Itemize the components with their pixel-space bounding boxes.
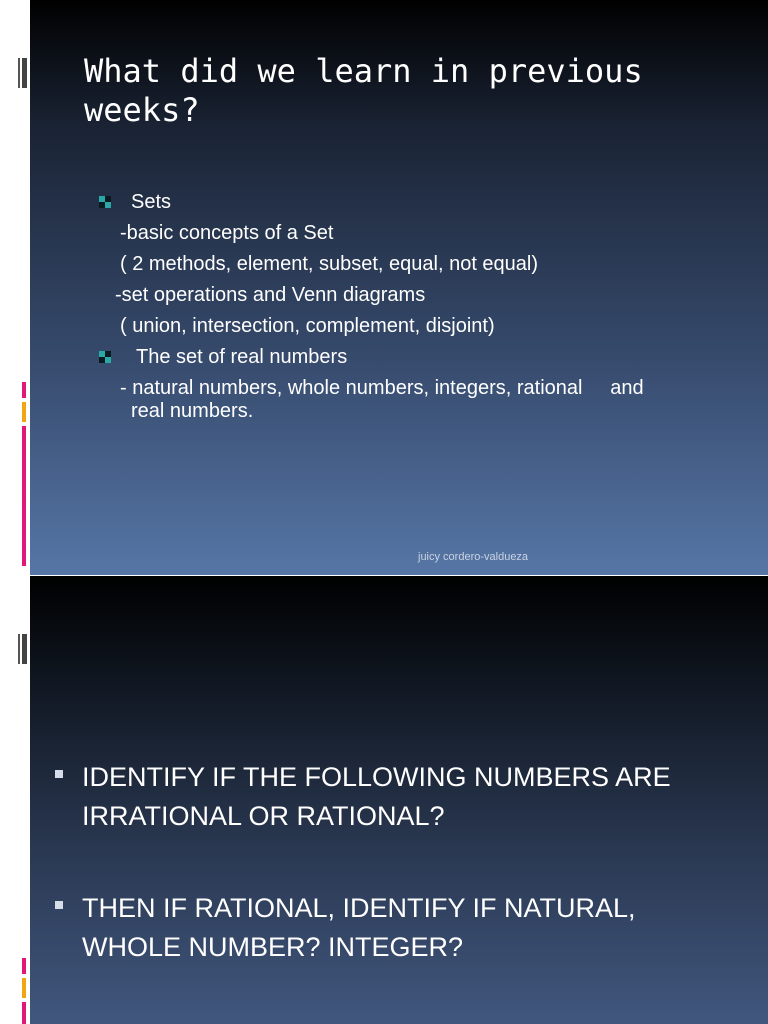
- slide-title: What did we learn in previous weeks?: [84, 52, 643, 129]
- left-accent-strip: [0, 576, 30, 1024]
- accent-bar-pink: [22, 1002, 26, 1024]
- sub-line: real numbers.: [131, 400, 254, 422]
- square-bullet-icon: [55, 901, 63, 909]
- bullet-text: THEN IF RATIONAL, IDENTIFY IF NATURAL, WHOLE NUMBER? INTEGER?: [82, 893, 636, 962]
- slide-2: [0, 576, 768, 1024]
- accent-bar: [22, 58, 27, 88]
- left-accent-strip: [0, 0, 30, 575]
- checker-bullet-icon: [99, 196, 111, 208]
- sub-line: - natural numbers, whole numbers, integers, rational and: [120, 377, 644, 399]
- accent-bar: [22, 634, 27, 664]
- accent-bar-orange: [22, 402, 26, 422]
- sub-line: ( 2 methods, element, subset, equal, not equal): [120, 253, 539, 275]
- square-bullet-icon: [55, 770, 63, 778]
- sub-line: ( union, intersection, complement, disjoint): [120, 315, 495, 337]
- sub-line: -basic concepts of a Set: [120, 222, 334, 244]
- accent-bar: [18, 634, 20, 664]
- checker-bullet-icon: [99, 351, 111, 363]
- accent-bar-pink: [22, 382, 26, 398]
- slide-footer: juicy cordero-valdueza: [418, 551, 529, 563]
- sub-line: -set operations and Venn diagrams: [115, 284, 426, 306]
- bullet-text: IDENTIFY IF THE FOLLOWING NUMBERS ARE IRRATIONAL OR RATIONAL?: [82, 762, 671, 831]
- bullet-real-numbers: The set of real numbers: [136, 346, 348, 368]
- accent-bar-pink: [22, 426, 26, 566]
- accent-bar-orange: [22, 978, 26, 998]
- accent-bar-pink: [22, 958, 26, 974]
- accent-bar: [18, 58, 20, 88]
- bullet-sets: Sets: [131, 191, 172, 213]
